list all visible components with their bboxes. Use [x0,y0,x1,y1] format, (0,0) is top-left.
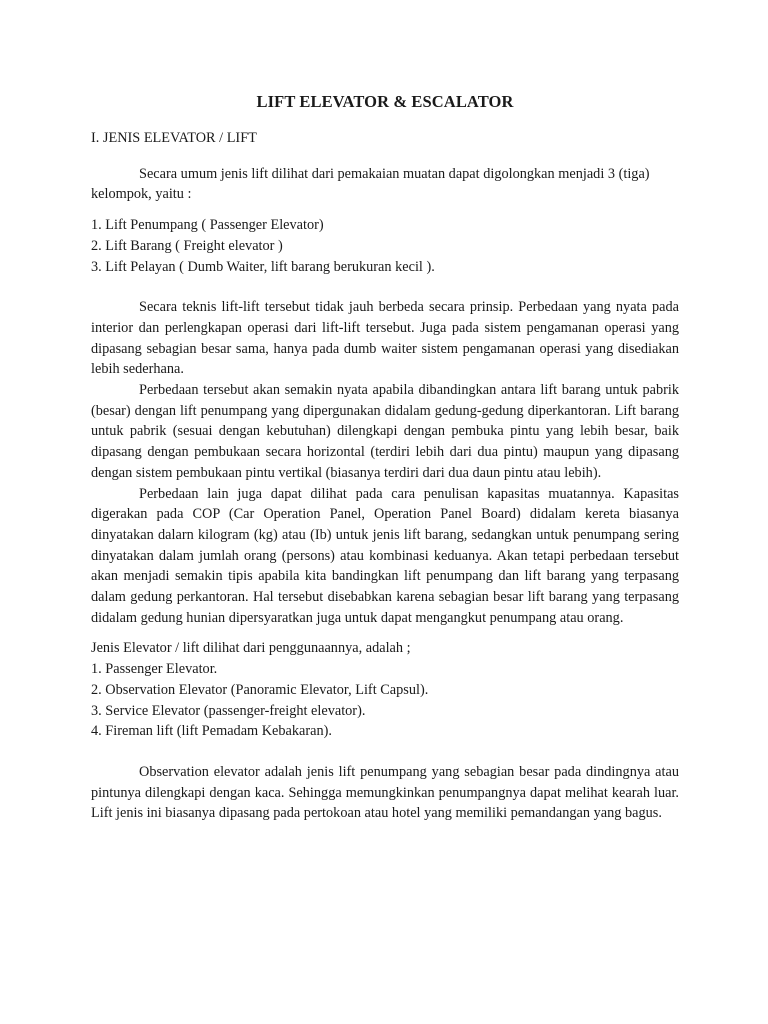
section-heading: I. JENIS ELEVATOR / LIFT [91,130,257,146]
paragraph-differences: Perbedaan tersebut akan semakin nyata apabila dibandingkan antara lift barang untuk pabrik (besar) dengan lift penumpang yang dipergunakan didalam gedung-gedung diperkantoran. Lift barang untuk pabrik (sesuai dengan kebutuhan) dilengkapi dengan pembuka pintu yang lebih besar, baik dipasang dengan pembukaan secara horizontal (terdiri lebih dari dua pintu) maupun yang dipasang dengan sistem pembukaan pintu vertikal (biasanya terdiri dari dua daun pintu atau lebih). [91,382,679,481]
elevator-type-list [91,659,679,742]
list-item: 3. Service Elevator (passenger-freight elevator). [91,702,366,719]
list-item: 1. Lift Penumpang ( Passenger Elevator) [91,217,324,234]
paragraph-capacity: Perbedaan lain juga dapat dilihat pada cara penulisan kapasitas muatannya. Kapasitas digerakan pada COP (Car Operation Panel, Operation Panel Board) didalam kereta biasanya dinyatakan dalarn kilogram (kg) atau (Ib) untuk jenis lift barang, sedangkan untuk penumpang sering dinyatakan dalam jumlah orang (persons) atau kombinasi keduanya. Akan tetapi perbedaan tersebut akan menjadi semakin tipis apabila kita bandingkan lift penumpang dan lift barang yang terpasang dalam gedung perkantoran. Hal tersebut disebabkan karena sebagian besar lift barang yang terpasang didalam gedung hunian dipersyaratkan juga untuk dapat mengangkut penumpang atau orang. [91,485,679,626]
list-item: 4. Fireman lift (lift Pemadam Kebakaran). [91,723,332,740]
list-item: 1. Passenger Elevator. [91,661,218,678]
paragraph-technical: Secara teknis lift-lift tersebut tidak jauh berbeda secara prinsip. Perbedaan yang nyata pada interior dan perlengkapan operasi dari lift-lift tersebut. Juga pada sistem pengamanan operasi yang dipasang sebagian besar sama, hanya pada dumb waiter sistem pengamanan operasi yang disediakan lebih sederhana. [91,299,679,378]
lift-group-list [91,215,679,277]
list-item: 2. Observation Elevator (Panoramic Elevator, Lift Capsul). [91,681,429,698]
paragraph-observation: Observation elevator adalah jenis lift penumpang yang sebagian besar pada dindingnya atau pintunya dilengkapi dengan kaca. Sehingga memungkinkan penumpangnya dapat melihat kearah luar. Lift jenis ini biasanya dipasang pada pertokoan atau hotel yang memiliki pemandangan yang bagus. [91,763,679,822]
intro-paragraph: Secara umum jenis lift dilihat dari pemakaian muatan dapat digolongkan menjadi 3 (tiga) kelompok, yaitu : [91,165,650,203]
document-title: LIFT ELEVATOR & ESCALATOR [256,92,514,111]
list-item: 2. Lift Barang ( Freight elevator ) [91,237,283,254]
types-intro: Jenis Elevator / lift dilihat dari penggunaannya, adalah ; [91,640,411,657]
list-item: 3. Lift Pelayan ( Dumb Waiter, lift barang berukuran kecil ). [91,258,435,275]
document-body [91,91,679,824]
